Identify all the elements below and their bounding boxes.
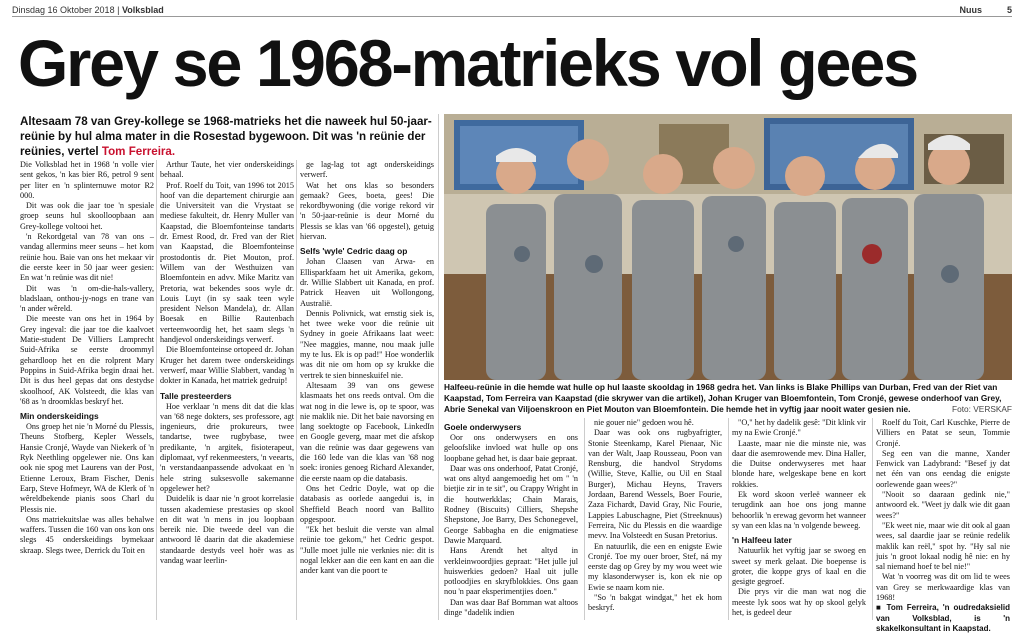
body-paragraph: nie gouer nie" gedoen wou hê. <box>594 418 694 427</box>
issue-date: Dinsdag 16 Oktober 2018 <box>12 5 115 15</box>
article-column-3 <box>300 160 434 620</box>
subheading: 'n Halfeeu later <box>732 535 792 546</box>
column-divider <box>156 160 157 620</box>
body-paragraph: Dit was 'n om-die-hals-vallery, bladslaan, onthou-jy-nogs en trane van 'n ander wêreld. <box>20 283 154 314</box>
body-paragraph: Ons matriekuitslae was alles behalwe waffers. Tussen die 160 van ons kon ons slegs 45 onderskeidings bymekaar skraap. Slegs twee, Derrick du Toit en <box>20 514 154 555</box>
body-paragraph: Duidelik is daar nie 'n groot korrelasie tussen akademiese prestasies op skool en dit wat 'n mens in jou loopbaan bereik nie. Die tweede deel van die antwoord lê daarin dat die akademiese standaarde destyds veel hoër was as vandag waar leerlin- <box>160 494 294 565</box>
subheading: Min onderskeidings <box>20 411 99 422</box>
body-paragraph: Daar was ook ons rugbyafrigter, Stonie Steenkamp, Karel Pienaar, Nic van der Walt, Jaap Rousseau, Poon van Rensburg, die handvol Strydoms (Willie, Steve, Kallie, ou Uil en Staal Burger), Michau Heyns, Travers Jordaan, Barend Wessels, Boer Fourie, Zaza Fichardt, David Gray, Nic Fourie, Lappies Labuschagne, Piet (Streeknuus) Ferreira, Nic du Plessis en die waardige mevv. Ina Volsteedt en Susan Pretorius. <box>588 428 722 541</box>
reunion-photo <box>444 114 1012 380</box>
body-paragraph: Roelf du Toit, Carl Kuschke, Pierre de Villiers en Patat se seun, Tommie Cronjé. <box>876 418 1010 448</box>
body-paragraph: Die meeste van ons het in 1964 by Grey ingeval: die jaar toe die kaalvoet Matie-student De Villiers Lamprecht Suid-Afrika se eerste droommyl gehardloop het en die rolprent Mary Poppins in Suid-Afrika begin draai het. Dit is dus heel gepas dat ons destydse skoolhoof, AK Volsteedt, die klas van '68 as 'n droomklas beskryf het. <box>20 314 154 406</box>
subheading: Talle presteerders <box>160 390 232 401</box>
body-paragraph: Hoe verklaar 'n mens dit dat die klas van '68 nege dokters, ses professore, agt ingenieurs, drie prokureurs, twee tandartse, twee rugbybase, twee predikante, 'n argitek, fisioterapeut, diplomaat, vyf rekenmeesters, 'n veearts, 'n verstandaanpassende advokaat en 'n hele string suksesvolle sakemanne opgelewer het? <box>160 401 294 493</box>
article-column-4 <box>444 418 578 620</box>
reunion-photo-illustration <box>444 114 1012 380</box>
article-column-2 <box>160 160 294 620</box>
subheading: Goele onderwysers <box>444 422 522 432</box>
author-bio: ■ Tom Ferreira, 'n oudredaksielid van Volksblad, is 'n skakelkonsultant in Kaapstad. <box>876 603 1010 633</box>
body-paragraph: Arthur Taute, het vier onderskeidings behaal. <box>160 160 294 180</box>
caption-text: Halfeeu-reünie in die hemde wat hulle op hul laaste skooldag in 1968 gedra het. Van links is Blake Phillips van Durban, Fred van der Riet van Kaapstad, Tom Ferreira van Kaapstad (die skrywer van die artikel), Johan Kruger van Bloemfontein, Tom Cronjé, gewese onderhoof van Grey, Abrie Senekal van Viljoenskroon en Piet Mouton van Bloemfontein. Die hemde het in vyftig jaar nooit water gesien nie. <box>444 382 1002 414</box>
article-column-7 <box>876 418 1010 633</box>
article-column-6 <box>732 418 866 620</box>
newspaper-name: Volksblad <box>121 5 164 15</box>
body-paragraph: En natuurlik, die een en enigste Ewie Cronjé. Toe my ouer broer, Stef, ná my eerste dag op Grey by my wou weet wie my klasonderwyser is, kon ek nie op Ewie se naam kom nie. <box>588 541 722 592</box>
body-paragraph: Johan Claasen van Arwa- en Ellisparkfaam het uit Amerika, gekom, dr. Willie Slabbert uit Kanada, en prof. Patrick Heaven uit Wollongong, Australië. <box>300 257 434 308</box>
intro-text: Altesaam 78 van Grey-kollege se 1968-matrieks het die naweek hul 50-jaar-reünie by hul alma mater in die Rosestad bygewoon. Dit was 'n reünie der reünies, vertel <box>20 115 432 158</box>
body-paragraph: Ons het Cedric Doyle, wat op die databasis as oorlede aangedui is, in Sheffield Beach noord van Ballito opgespoor. <box>300 483 434 524</box>
intro-standfirst <box>20 114 440 159</box>
body-paragraph: Ek word skoon verleë wanneer ek terugdink aan hoe ons jong manne behoorlik 'n erewag gevorm het wanneer sy van een klas na 'n volgende beweeg. <box>732 490 866 530</box>
body-paragraph: Seg een van die manne, Xander Fenwick van Ladybrand: "Besef jy dat net één van ons eendag die enigste oorlewende gaan wees?" <box>876 448 1010 489</box>
body-paragraph: "O," het hy dadelik gesê: "Dit klink vir my na Ewie Cronjé." <box>732 418 866 438</box>
body-paragraph: Natuurlik het vyftig jaar se swoeg en sweet sy merk gelaat. Die boepense is groter, die koppe grys of kaal en die gesigte gegroef. <box>732 546 866 587</box>
headline: Grey se 1968-matrieks vol gees <box>18 26 917 100</box>
page-number: 5 <box>1006 5 1012 15</box>
body-paragraph: Dennis Polivnick, wat ernstig siek is, het twee weke voor die reünie uit Sydney in goeie Afrikaans laat weet: "Nee maggies, manne, nou maak julle my te lus. Ek is op pad!" Hoe wonderlik was dit nie om hom op sy krukke die vertrek te sien binneskuifel nie. <box>300 308 434 380</box>
column-divider <box>438 114 439 620</box>
body-paragraph: "Ek het besluit die verste van almal reünie toe gekom," het Cedric gespot. "Julle moet julle nie verknies nie: dit is nogal lekker aan die een kant en aan die ander kant van die poort te <box>300 525 434 576</box>
body-paragraph: Altesaam 39 van ons gewese klasmaats het ons reeds ontval. Om die wat nog in die lewe is, op te spoor, was nie maklik nie. Dit het baie navorsing en lang soektogte op Facebook, LinkedIn en Google geverg, maar met die afskop van die reünie was daar gegewens van die 160 lede van die klas van '68 nog soek: ironies genoeg Richard Alexander, die eerste naam op die databasis. <box>300 380 434 483</box>
body-paragraph: ge lag-lag tot agt onderskeidings verwerf. <box>300 160 434 180</box>
body-paragraph: "Nooit so daaraan gedink nie," antwoord ek. "Weet jy dalk wie dit gaan wees?" <box>876 490 1010 520</box>
top-bar: Dinsdag 16 Oktober 2018 | Volksblad Nuus 5 <box>12 5 1012 15</box>
body-paragraph: Dit was ook die jaar toe 'n spesiale groep seuns hul skoolloopbaan aan Grey-kollege voltooi het. <box>20 201 154 231</box>
header-rule <box>12 16 1012 17</box>
section-label: Nuus <box>959 5 982 15</box>
body-paragraph: Die prys vir die man wat nog die meeste lyk soos wat hy op skool gelyk het, is gedeel deur <box>732 587 866 618</box>
photo-credit: Foto: VERSKAF <box>952 404 1012 414</box>
body-paragraph: 'n Rekordgetal van 78 van ons – vandag allermins meer seuns – het kom reünie hou. Baie van ons het mekaar vir die eerste keer in 50 jaar weer gesien: En wat 'n reünie was dit nie! <box>20 232 154 283</box>
body-paragraph: Hans Arendt het altyd in verkleinwoordjies gepraat: "Het julle jul huiswerkies gedoen? Haal uit julle potloodjies en skryfblokkies. Ons gaan nou 'n paar eksperimentjies doen." <box>444 546 578 597</box>
body-paragraph: Oor ons onderwysers en ons geloofslike invloed wat hulle op ons loopbane gehad het, is daar baie gepraat. <box>444 433 578 463</box>
column-divider <box>584 418 585 620</box>
body-paragraph: Die Volksblad het in 1968 'n volle vier sent gekos, 'n kas bier R6, petrol 9 sent per liter en 'n splinternuwe motor R2 000. <box>20 160 154 200</box>
body-paragraph: Laaste, maar nie die minste nie, was daar die asemrowende mev. Dina Haller, die Duitse onderwyseres met haar blonde hare, welgeskape bene en kort rokkies. <box>732 438 866 489</box>
body-paragraph: Dan was daar Baf Bornman wat altoos dinge "dadelik indien <box>444 597 578 618</box>
article-column-1 <box>20 160 154 620</box>
body-paragraph: Die Bloemfonteinse ortopeed dr. Johan Kruger het darem twee onderskeidings verwerf, maar Willie Slabbert, vandag 'n dokter in Kanada, het matriek gedruip! <box>160 345 295 386</box>
photo-caption <box>444 382 1012 415</box>
body-paragraph: Ons groep het nie 'n Morné du Plessis, Theuns Stofberg, Kepler Wessels, Hansie Cronjé, Wayde van Niekerk of 'n Ryk Neethling opgelewer nie. Ons kan ook nie spog met Laurens van der Post, Etienne Leroux, Bram Fischer, Denis Earp, Steve Hofmeyr, WA de Klerk of 'n wêreldbekende pianis soos Charl du Plessis nie. <box>20 422 154 514</box>
subheading: Selfs 'wyle' Cedric daag op <box>300 246 408 257</box>
column-divider <box>872 418 873 620</box>
author-name: Tom Ferreira. <box>101 145 176 158</box>
body-paragraph: Wat 'n voorreg was dit om lid te wees van Grey se merkwaardige klas van 1968! <box>876 572 1010 603</box>
body-paragraph: Prof. Roelf du Toit, van 1996 tot 2015 hoof van die departement chirurgie aan die Universiteit van die Vrystaat se mediese fakulteit, dr. Henry Muller van Kaapstad, die Bloemfonteinse tandarts dr. Ernest Rood, dr. Fred van der Riet van Kaapstad, die Bloemfonteinse prostodontis dr. Piet Mouton, prof. Willem van der Westhuizen van Bloemfontein en advv. Mike Maritz van Pretoria, wat bekendes soos wyle dr. Louis Luyt (in sy saak teen wyle president Nelson Mandela), dr. Allan Boesak en Billie Rautenbach verteenwoordig het, het saam slegs 'n handjevol onderskeidings verwerf. <box>160 180 294 345</box>
article-column-5 <box>588 418 722 620</box>
body-paragraph: Wat het ons klas so besonders gemaak? Gees, boeta, gees! Die rekordbywoning (die vorige rekord vir 'n 50-jaar-reünie is deur Morné du Plessis se klas van '66 opgestel), getuig hiervan. <box>300 180 434 242</box>
column-divider <box>728 418 729 620</box>
body-paragraph: Daar was ons onderhoof, Patat Cronjé, wat ons altyd aangemoedig het om " 'n bietjie zir in te sit", ou Crappy Wright in die houtwerkklas; Chain Marais, Rodney (Biscuits) Cilliers, Shepshe Shepstone, Joe Barry, Des Schonegevel, George Sabbagha en die enigmatiese Dawie Marquard. <box>444 463 578 545</box>
column-divider <box>296 160 297 620</box>
body-paragraph: "Ek weet nie, maar wie dit ook al gaan wees, sal daardie jaar se reünie redelik maklik kan reël," spot hy. "Hy sal nie juis 'n groot lokaal nodig hê nie: en hy sal niemand hoef te bel nie!" <box>876 520 1010 572</box>
body-paragraph: "So 'n bakgat windgat," het ek hom beskryf. <box>588 593 722 613</box>
